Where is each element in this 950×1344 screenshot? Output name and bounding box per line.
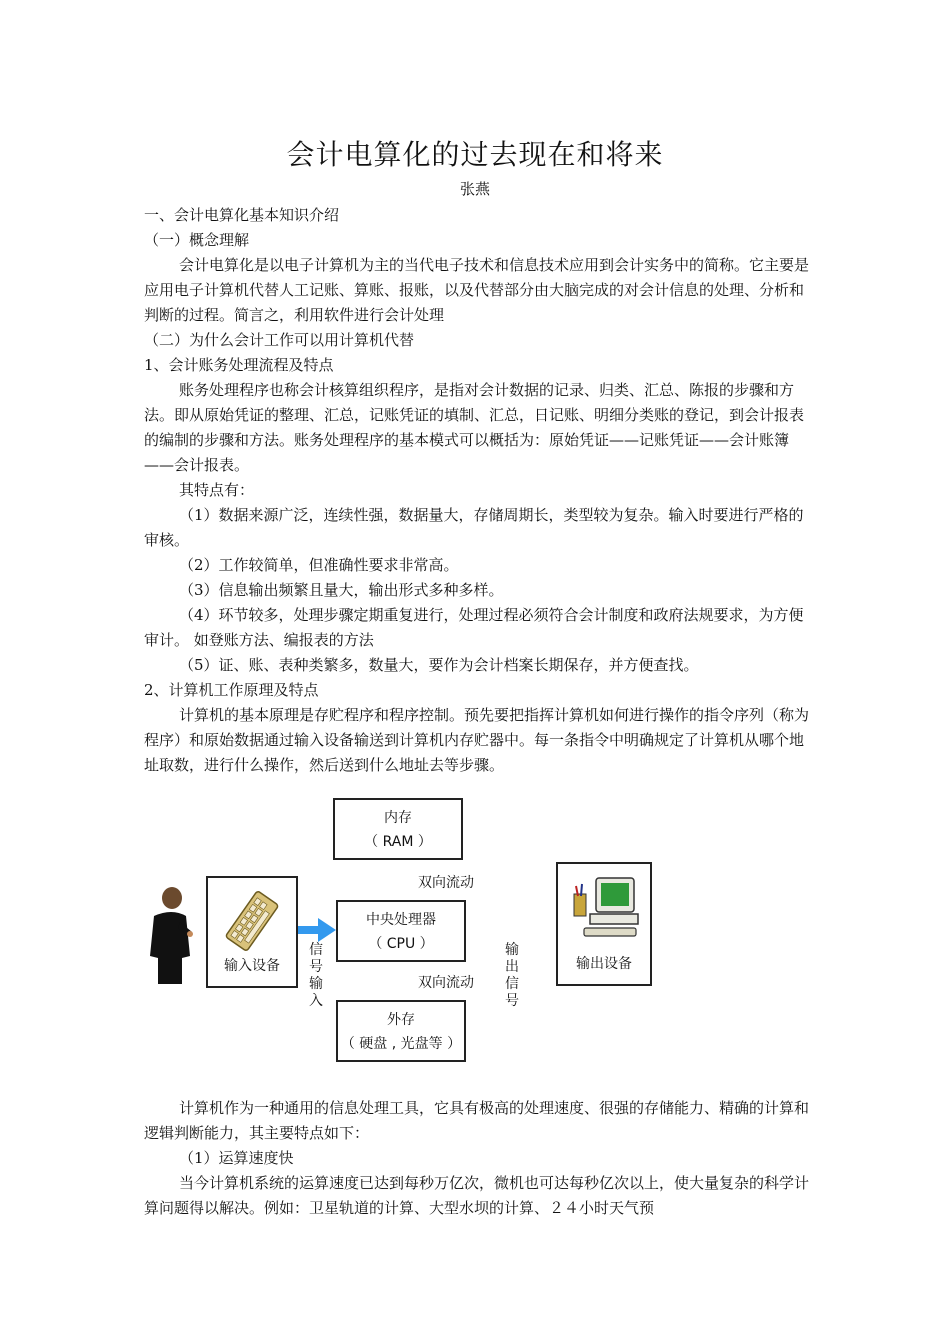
cpu-box xyxy=(336,900,466,962)
feature-item-5: （5）证、账、表种类繁多，数量大，要作为会计档案长期保存，并方便查找。 xyxy=(179,656,699,674)
input-device-box xyxy=(206,876,298,988)
memory-box xyxy=(333,798,463,860)
feature-item-3: （3）信息输出频繁且量大，输出形式多种多样。 xyxy=(179,581,504,599)
body-section-1 xyxy=(144,203,812,778)
heading-1-2: （二）为什么会计工作可以用计算机代替 xyxy=(144,331,415,349)
person-icon xyxy=(140,886,198,986)
paragraph-computer-features: 计算机作为一种通用的信息处理工具，它具有极高的处理速度、很强的存储能力、精确的计算和逻辑判断能力，其主要特点如下： xyxy=(144,1099,810,1142)
paragraph-process: 账务处理程序也称会计核算组织程序，是指对会计数据的记录、归类、汇总、陈报的步骤和方法。即从原始凭证的整理、汇总，记账凭证的填制、汇总，日记账、明细分类账的登记，到会计报表的编制的步骤和方法。账务处理程序的基本模式可以概括为：原始凭证——记账凭证——会计账簿——会计报表。 xyxy=(144,381,805,474)
storage-label: 外存 xyxy=(387,1012,415,1028)
feature-item-4: （4）环节较多，处理步骤定期重复进行，处理过程必须符合会计制度和政府法规要求，为方便审计。 如登账方法、编报表的方法 xyxy=(144,606,804,649)
output-device-label: 输出设备 xyxy=(576,956,632,972)
cpu-sublabel: （ CPU ） xyxy=(368,936,434,952)
storage-box xyxy=(336,1000,466,1062)
paragraph-principle: 计算机的基本原理是存贮程序和程序控制。预先要把指挥计算机如何进行操作的指令序列（称为程序）和原始数据通过输入设备输送到计算机内存贮器中。每一条指令中明确规定了计算机从哪个地址取数，进行什么操作，然后送到什么地址去等步骤。 xyxy=(144,706,810,774)
signal-input-label: 信号输入 xyxy=(309,942,323,1009)
feature-item-2: （2）工作较简单，但准确性要求非常高。 xyxy=(179,556,459,574)
author-name: 张燕 xyxy=(459,180,490,198)
storage-sublabel: （ 硬盘 , 光盘等 ） xyxy=(340,1036,462,1052)
feature-item-1: （1）数据来源广泛，连续性强，数据量大，存储周期长，类型较为复杂。输入时要进行严格的审核。 xyxy=(144,506,804,549)
output-signal-label: 输出信号 xyxy=(505,942,519,1009)
paragraph-speed: 当今计算机系统的运算速度已达到每秒万亿次，微机也可达每秒亿次以上，使大量复杂的科学计算问题得以解决。例如：卫星轨道的计算、大型水坝的计算、２４小时天气预 xyxy=(144,1174,810,1217)
input-device-label: 输入设备 xyxy=(224,958,280,974)
paragraph-concept: 会计电算化是以电子计算机为主的当代电子技术和信息技术应用到会计实务中的简称。它主要是应用电子计算机代替人工记账、算账、报账，以及代替部分由大脑完成的对会计信息的处理、分析和判断的过程。简言之，利用软件进行会计处理 xyxy=(144,256,810,324)
memory-label: 内存 xyxy=(384,810,412,826)
heading-1: 一、会计电算化基本知识介绍 xyxy=(144,206,340,224)
bidirectional-top-label: 双向流动 xyxy=(418,875,474,891)
heading-speed: （1）运算速度快 xyxy=(179,1149,294,1167)
bidirectional-bottom-label: 双向流动 xyxy=(418,975,474,991)
computer-architecture-diagram xyxy=(140,790,660,1070)
body-section-2 xyxy=(144,1096,812,1221)
page-title: 会计电算化的过去现在和将来 xyxy=(286,138,664,171)
output-device-box xyxy=(556,862,652,986)
heading-1-1: （一）概念理解 xyxy=(144,231,250,249)
signal-input-arrow xyxy=(292,918,336,942)
heading-1-2-2: 2、计算机工作原理及特点 xyxy=(144,681,319,699)
cpu-label: 中央处理器 xyxy=(366,912,436,928)
computer-icon xyxy=(566,872,642,952)
keyboard-icon xyxy=(222,886,282,956)
memory-sublabel: （ RAM ） xyxy=(364,834,432,850)
heading-1-2-1: 1、会计账务处理流程及特点 xyxy=(144,356,334,374)
paragraph-features-intro: 其特点有： xyxy=(179,481,255,499)
